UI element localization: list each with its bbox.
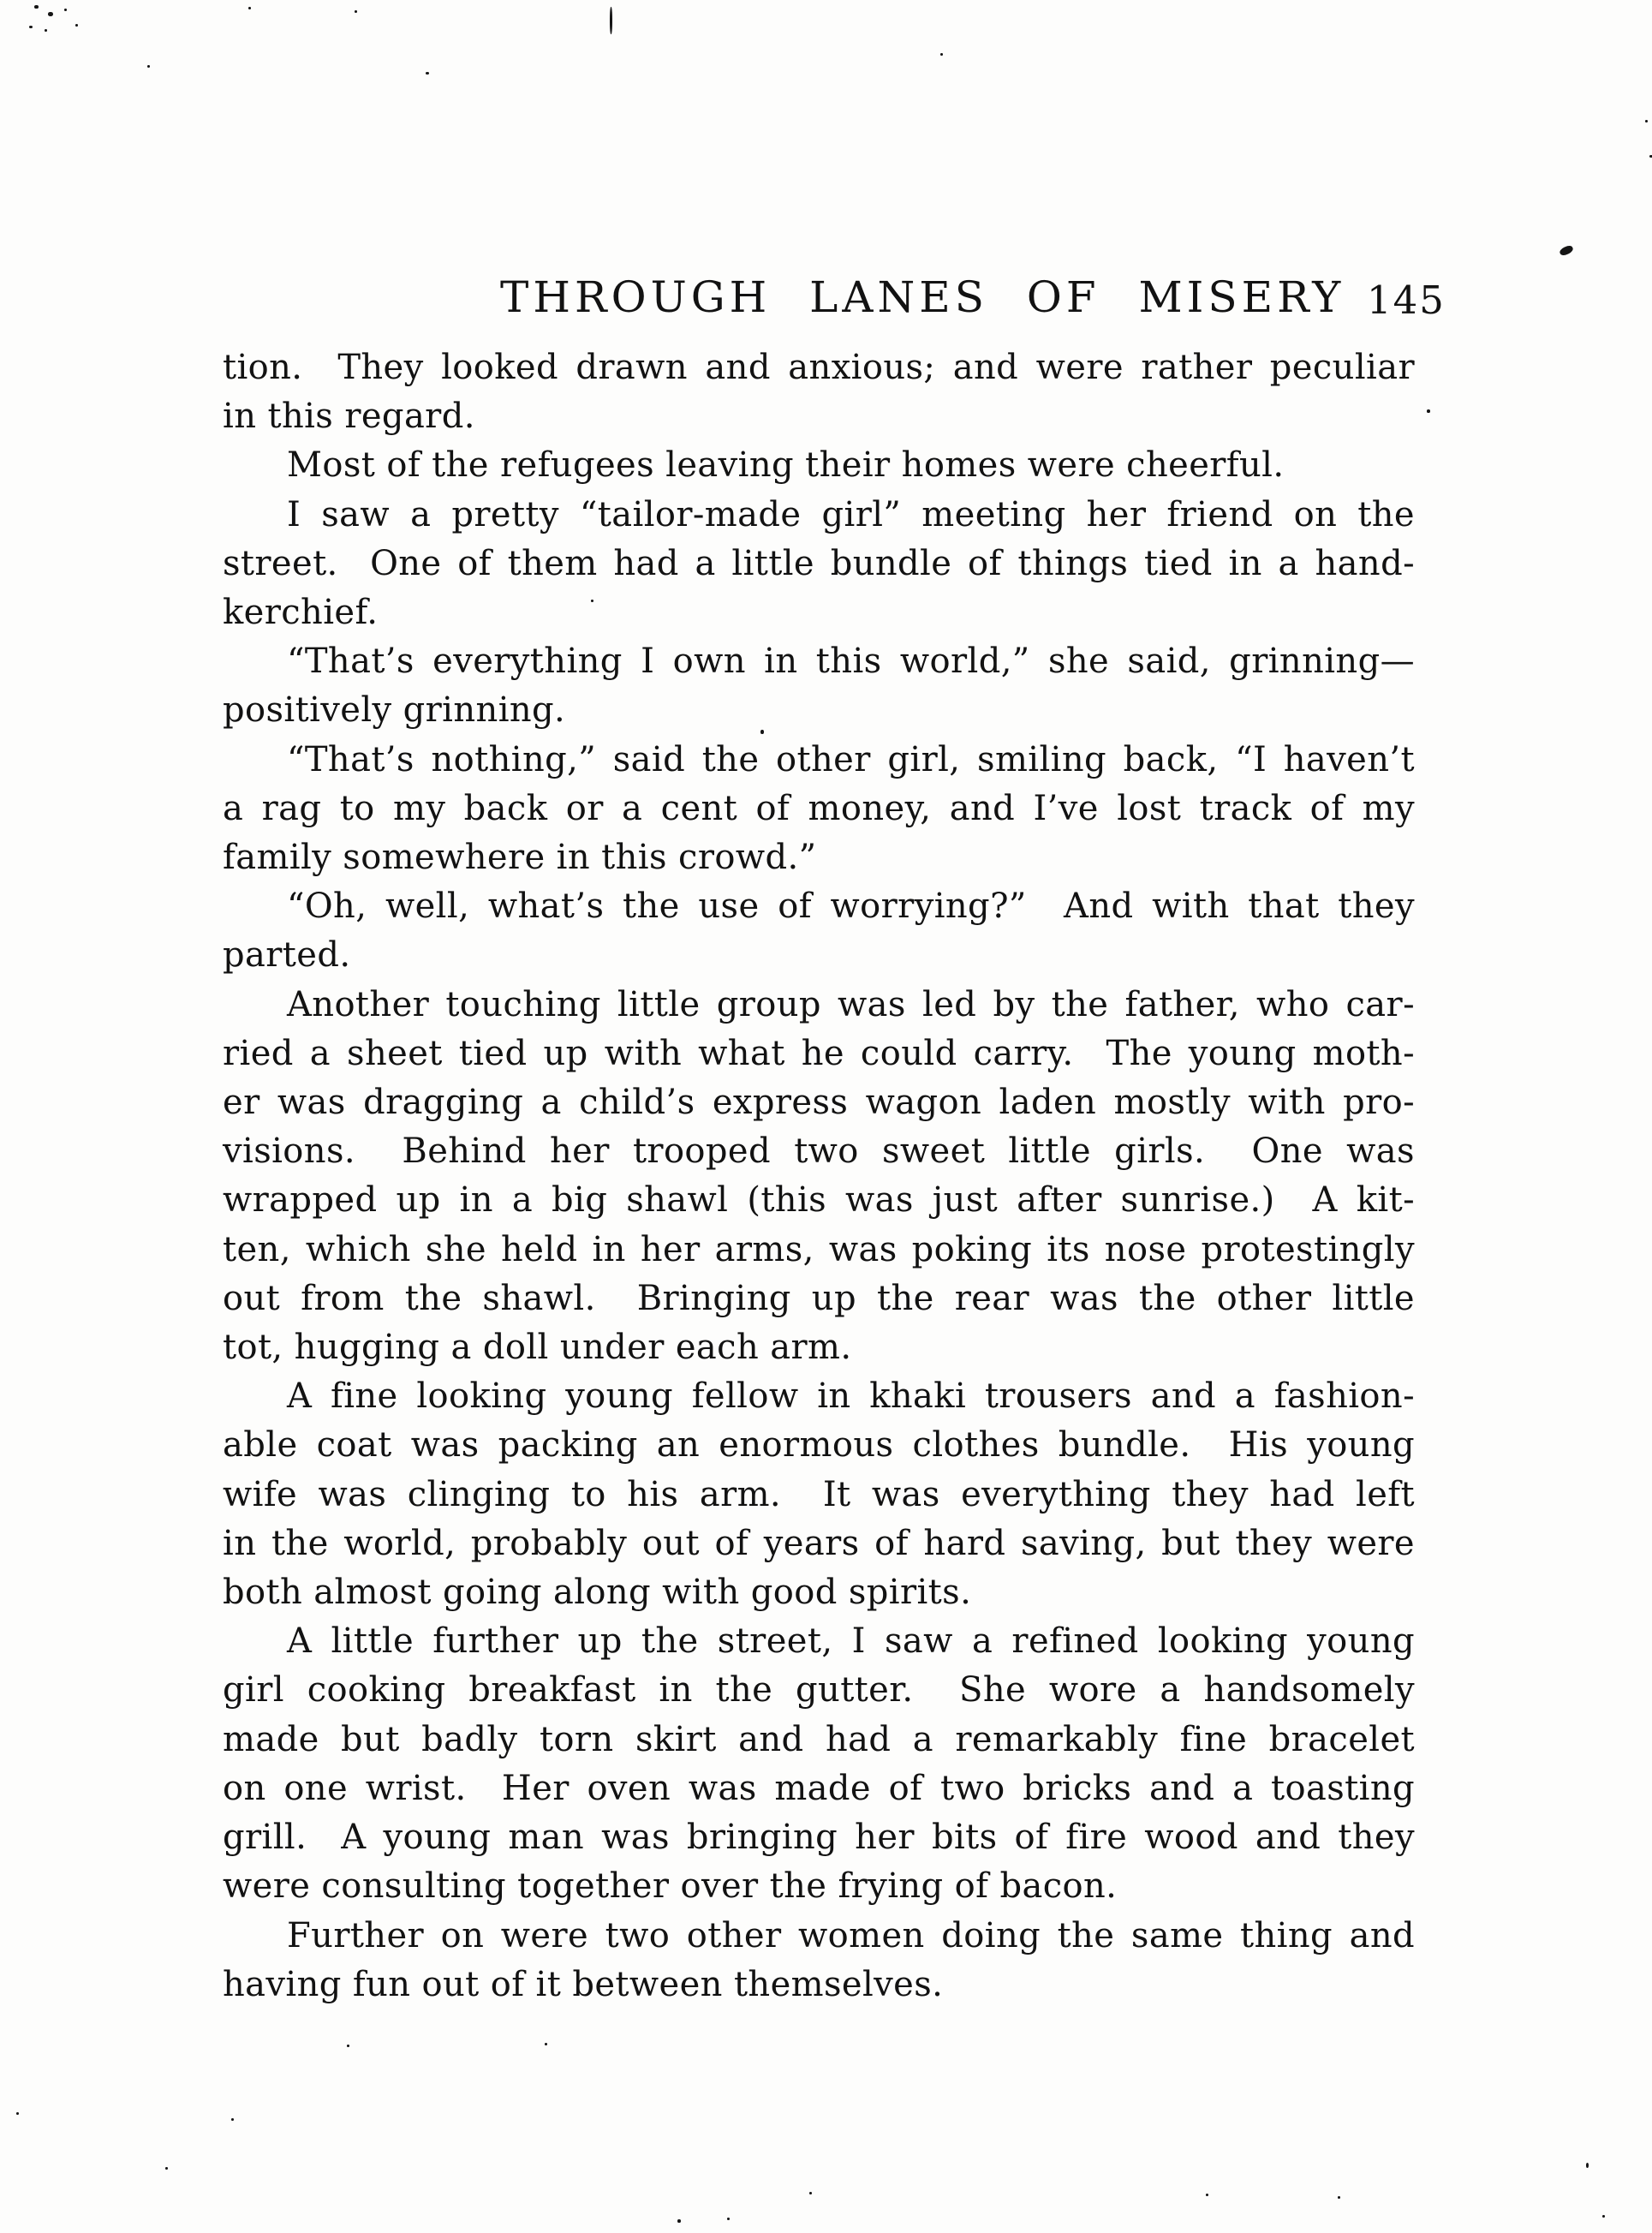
text-line: on one wrist. Her oven was made of two bricks and a toasting [223,1768,1415,1808]
text-line: visions. Behind her trooped two sweet little girls. One was [223,1131,1415,1172]
text-line: Another touching little group was led by the father, who car- [287,984,1415,1024]
ink-speck [809,2192,812,2194]
ink-speck [1427,409,1430,413]
ink-speck [147,65,150,68]
text-line: parted. [223,935,351,976]
text-line: Further on were two other women doing the same thing and [287,1915,1415,1955]
ink-speck [45,29,47,32]
text-line: er was dragging a child’s express wagon laden mostly with pro- [223,1083,1415,1123]
ink-speck [48,12,53,16]
ink-speck [1645,120,1648,122]
ink-speck [1206,2194,1208,2196]
text-line: in this regard. [223,397,475,437]
ink-speck [347,2045,349,2047]
text-line: grill. A young man was bringing her bits of fire wood and they [223,1818,1415,1858]
ink-speck [1338,2196,1340,2199]
text-line: “That’s nothing,” said the other girl, smiling back, “I haven’t [287,739,1415,779]
ink-speck [64,9,67,11]
ink-speck [426,72,429,75]
ink-speck [677,2219,681,2223]
text-line: a rag to my back or a cent of money, and I’ve lost track of my [223,788,1415,828]
text-line: street. One of them had a little bundle of things tied in a hand- [223,543,1415,583]
text-line: wrapped up in a big shawl (this was just after sunrise.) A kit- [223,1180,1415,1221]
text-line: tot, hugging a doll under each arm. [223,1328,852,1368]
ink-speck [1602,2215,1605,2218]
ink-speck [1586,2163,1589,2168]
text-line: girl cooking breakfast in the gutter. She wore a handsomely [223,1670,1415,1711]
text-line: tion. They looked drawn and anxious; and were rather peculiar [223,348,1415,387]
ink-speck [760,730,764,734]
ink-speck [610,7,612,34]
running-header: THROUGH LANES OF MISERY [500,272,1345,322]
ink-speck [34,5,39,9]
text-line: family somewhere in this crowd.” [223,838,817,878]
text-line: both almost going along with good spirits. [223,1573,972,1613]
text-line: were consulting together over the frying of bacon. [223,1866,1118,1907]
ink-speck [75,24,78,27]
ink-speck [231,2118,234,2121]
ink-speck [545,2043,547,2045]
ink-speck [29,26,33,28]
text-line: ried a sheet tied up with what he could carry. The young moth- [223,1033,1415,1073]
text-line: Most of the refugees leaving their homes were cheerful. [287,445,1285,486]
ink-speck [591,600,593,602]
text-line: “That’s everything I own in this world,” she said, grinning— [287,642,1415,682]
text-line: kerchief. [223,593,379,633]
text-line: having fun out of it between themselves. [223,1964,944,2004]
text-line: in the world, probably out of years of hard saving, but they were [223,1523,1415,1563]
text-line: A little further up the street, I saw a refined looking young [287,1621,1415,1662]
text-line: out from the shawl. Bringing up the rear was the other little [223,1278,1415,1318]
ink-speck [727,2218,730,2220]
ink-speck [940,53,943,56]
ink-speck [1559,244,1574,257]
page-text [223,343,1415,2009]
text-line: A fine looking young fellow in khaki trousers and a fashion- [287,1376,1415,1417]
text-line: “Oh, well, what’s the use of worrying?” And with that they [287,887,1415,927]
ink-speck [165,2167,168,2170]
ink-speck [248,7,251,9]
ink-speck [16,2112,19,2115]
text-line: I saw a pretty “tailor-made girl” meeting her friend on the [287,494,1415,534]
text-line: positively grinning. [223,690,566,731]
text-line: ten, which she held in her arms, was poking its nose protestingly [223,1229,1415,1269]
text-line: wife was clinging to his arm. It was everything they had left [223,1474,1415,1514]
page-number: 145 [1367,278,1446,323]
text-line: able coat was packing an enormous clothes bundle. His young [223,1425,1415,1466]
text-line: made but badly torn skirt and had a remarkably fine bracelet [223,1719,1415,1759]
ink-speck [355,10,357,13]
